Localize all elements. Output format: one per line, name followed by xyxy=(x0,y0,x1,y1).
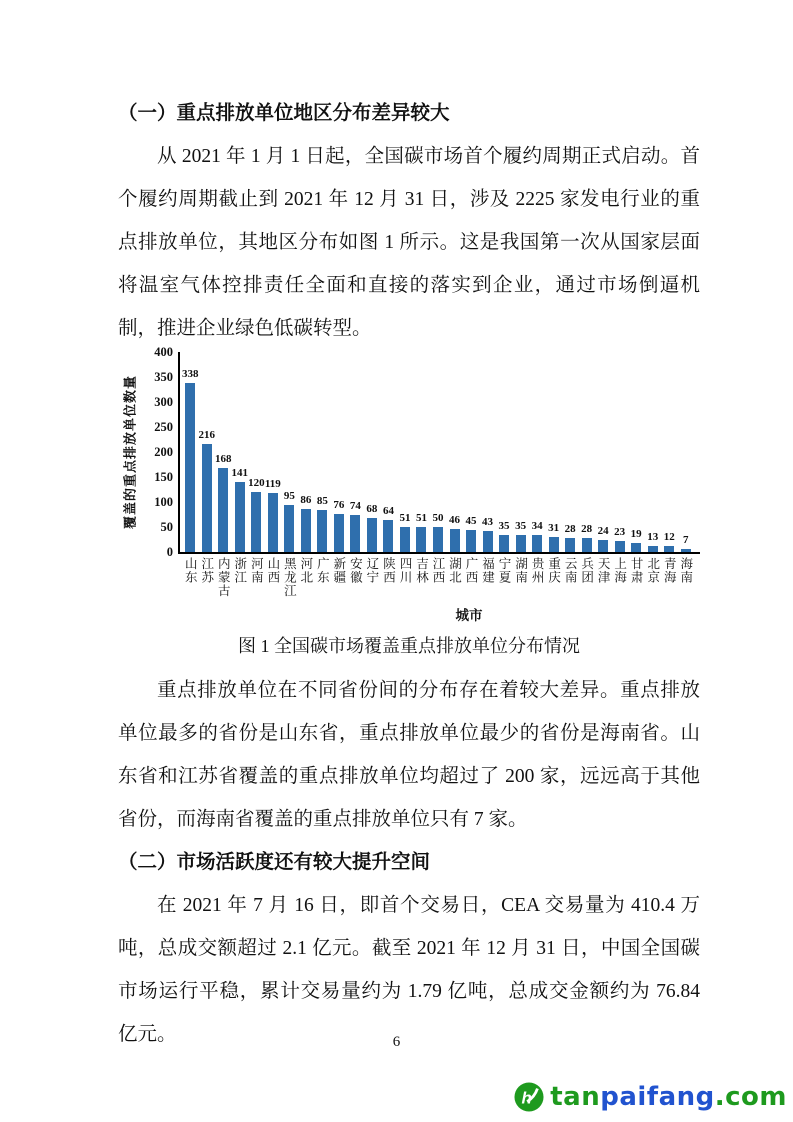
bar-slot xyxy=(611,352,628,552)
chart-bar-内蒙古 xyxy=(218,468,228,552)
bar-value-label: 51 xyxy=(399,511,411,524)
chart-bar-辽宁 xyxy=(367,518,377,552)
bar-value-label: 95 xyxy=(283,489,295,502)
y-axis-ticks xyxy=(140,345,178,559)
chart-bar-山西 xyxy=(268,493,278,553)
bar-value-label: 338 xyxy=(182,368,199,380)
bar-slot xyxy=(496,352,513,552)
x-category-label: 黑龙江 xyxy=(282,557,297,598)
chart-bar-广西 xyxy=(466,530,476,553)
figure-1 xyxy=(118,345,700,659)
svg-text:h: h xyxy=(521,1088,533,1108)
bar-slot xyxy=(644,352,661,552)
bar-slot xyxy=(182,352,199,552)
bar-value-label: 74 xyxy=(349,500,361,512)
y-axis-label: 覆盖的重点排放单位数量 xyxy=(122,374,138,530)
bar-slot xyxy=(628,352,645,552)
chart-bar-兵团 xyxy=(582,538,592,552)
bar-value-label: 46 xyxy=(449,514,460,526)
bar-slot xyxy=(265,352,282,552)
x-category-label: 云南 xyxy=(563,557,578,584)
chart-bar-江西 xyxy=(433,527,443,552)
tanpaifang-logo-icon xyxy=(514,1082,544,1112)
bar-value-label: 7 xyxy=(682,533,689,546)
figure-caption: 图 1 全国碳市场覆盖重点排放单位分布情况 xyxy=(238,636,580,656)
bar-value-label: 51 xyxy=(415,511,427,524)
x-category-label: 浙江 xyxy=(232,557,247,584)
bars-container xyxy=(178,352,700,554)
chart-bar-广东 xyxy=(317,510,327,553)
bar-slot xyxy=(446,352,463,552)
x-category-label: 兵团 xyxy=(579,557,594,584)
bar-value-label: 120 xyxy=(248,477,265,489)
bar-value-label: 64 xyxy=(382,505,394,517)
bar-value-label: 43 xyxy=(482,515,494,528)
bar-value-label: 35 xyxy=(498,519,510,532)
chart-bar-天津 xyxy=(598,540,608,552)
x-category-label: 新疆 xyxy=(331,557,346,584)
chart-bar-湖南 xyxy=(516,535,526,553)
bar-slot xyxy=(545,352,562,552)
figure1-chart xyxy=(118,345,700,625)
paragraph-1: 从 2021 年 1 月 1 日起，全国碳市场首个履约周期正式启动。首个履约周期截止到 2021 年 12 月 31 日，涉及 2225 家发电行业的重点排放单位，其地区分布如图 1 所示。这是我国第一次从国家层面将温室气体控排责任全面和直接的落实到企业，通过市场倒逼机制，推进企业绿色低碳转型。 xyxy=(118,146,700,339)
chart-bar-陕西 xyxy=(383,520,393,552)
x-category-label: 广西 xyxy=(464,557,479,584)
chart-bar-福建 xyxy=(483,531,493,553)
bar-slot xyxy=(314,352,331,552)
x-category-label: 陕西 xyxy=(381,557,396,584)
chart-bar-重庆 xyxy=(549,537,559,553)
page-number: 6 xyxy=(392,1034,401,1050)
bar-slot xyxy=(281,352,298,552)
bar-slot xyxy=(413,352,430,552)
x-category-label: 四川 xyxy=(397,557,412,584)
plot-area xyxy=(178,352,700,625)
bar-value-label: 76 xyxy=(333,499,345,511)
paragraph-3: 在 2021 年 7 月 16 日，即首个交易日，CEA 交易量为 410.4 万吨，总成交额超过 2.1 亿元。截至 2021 年 12 月 31 日，中国全国碳市场运行平稳，累计交易量约为 1.79 亿吨，总成交金额约为 76.84 亿元。 xyxy=(118,895,700,1045)
x-category-label: 广东 xyxy=(315,557,330,584)
bar-value-label: 119 xyxy=(264,477,281,490)
bar-value-label: 216 xyxy=(198,429,216,441)
x-category-label: 北京 xyxy=(645,557,660,584)
logo-text-com: .com xyxy=(714,1082,787,1112)
x-category-label: 江西 xyxy=(430,557,445,584)
chart-bar-贵州 xyxy=(532,535,542,552)
bar-value-label: 12 xyxy=(663,531,675,543)
x-category-label: 湖南 xyxy=(513,557,528,584)
x-category-label: 河北 xyxy=(298,557,313,584)
chart-bar-黑龙江 xyxy=(284,505,294,553)
bar-value-label: 85 xyxy=(316,494,328,507)
x-category-label: 上海 xyxy=(612,557,627,584)
x-category-label: 山西 xyxy=(265,557,280,584)
chart-bar-安徽 xyxy=(350,515,360,552)
bar-slot xyxy=(364,352,381,552)
y-tick-label: 300 xyxy=(154,395,173,409)
bar-slot xyxy=(232,352,249,552)
bar-slot xyxy=(562,352,579,552)
tanpaifang-logo[interactable] xyxy=(514,1081,787,1113)
logo-text xyxy=(550,1081,787,1113)
chart-bar-上海 xyxy=(615,541,625,553)
section-heading-1: （一）重点排放单位地区分布差异较大 xyxy=(118,103,450,124)
chart-bar-河南 xyxy=(251,492,261,552)
x-category-label: 海南 xyxy=(678,557,693,584)
bar-slot xyxy=(215,352,232,552)
x-category-label: 内蒙古 xyxy=(216,557,231,598)
x-category-label: 青海 xyxy=(662,557,677,584)
x-category-label: 江苏 xyxy=(199,557,214,584)
x-axis-label: 城市 xyxy=(455,608,483,623)
bar-value-label: 23 xyxy=(614,525,626,538)
x-category-label: 河南 xyxy=(249,557,264,584)
bar-value-label: 45 xyxy=(465,514,477,527)
x-category-label: 福建 xyxy=(480,557,495,584)
x-category-label: 辽宁 xyxy=(364,557,379,584)
logo-text-paifang: paifang xyxy=(600,1082,715,1112)
y-tick-label: 250 xyxy=(154,420,173,434)
bar-value-label: 19 xyxy=(630,527,642,540)
bar-value-label: 50 xyxy=(432,512,444,524)
y-tick-label: 100 xyxy=(154,495,173,509)
x-category-label: 甘肃 xyxy=(629,557,644,584)
x-category-label: 贵州 xyxy=(530,557,545,584)
bar-value-label: 13 xyxy=(647,530,659,543)
bar-slot xyxy=(298,352,315,552)
y-tick-label: 150 xyxy=(154,470,173,484)
chart-bar-北京 xyxy=(648,546,658,553)
bar-slot xyxy=(248,352,265,552)
bar-slot xyxy=(199,352,216,552)
chart-bar-海南 xyxy=(681,549,691,553)
bar-value-label: 24 xyxy=(597,525,609,537)
bar-value-label: 35 xyxy=(515,519,527,532)
chart-bar-青海 xyxy=(664,546,674,552)
chart-bar-湖北 xyxy=(450,529,460,552)
bar-slot xyxy=(529,352,546,552)
bar-value-label: 168 xyxy=(215,453,232,465)
x-category-label: 湖北 xyxy=(447,557,462,584)
y-tick-label: 200 xyxy=(154,445,173,459)
chart-bar-宁夏 xyxy=(499,535,509,553)
chart-bar-山东 xyxy=(185,383,195,552)
x-category-label: 安徽 xyxy=(348,557,363,584)
y-tick-label: 400 xyxy=(154,345,173,359)
chart-bar-甘肃 xyxy=(631,543,641,553)
bar-value-label: 86 xyxy=(300,494,312,506)
chart-bar-江苏 xyxy=(202,444,212,552)
bar-value-label: 34 xyxy=(531,520,543,532)
chart-bar-四川 xyxy=(400,527,410,553)
bar-value-label: 28 xyxy=(581,523,593,535)
chart-bar-新疆 xyxy=(334,514,344,552)
y-axis-label-column xyxy=(118,352,140,552)
x-category-label: 吉林 xyxy=(414,557,429,584)
bar-slot xyxy=(397,352,414,552)
x-category-label: 天津 xyxy=(596,557,611,584)
bar-value-label: 31 xyxy=(548,521,560,534)
bar-value-label: 28 xyxy=(564,523,576,535)
bar-slot xyxy=(463,352,480,552)
chart-bar-河北 xyxy=(301,509,311,552)
y-tick-label: 0 xyxy=(166,545,173,559)
bar-slot xyxy=(595,352,612,552)
chart-bar-浙江 xyxy=(235,482,245,553)
x-category-label: 山东 xyxy=(183,557,198,584)
logo-text-tan: tan xyxy=(550,1082,601,1112)
chart-bar-吉林 xyxy=(416,527,426,553)
bar-slot xyxy=(430,352,447,552)
chart-bar-云南 xyxy=(565,538,575,552)
bar-value-label: 141 xyxy=(231,466,249,479)
x-category-labels xyxy=(182,557,694,605)
bar-slot xyxy=(479,352,496,552)
paragraph-2: 重点排放单位在不同省份间的分布存在着较大差异。重点排放单位最多的省份是山东省，重点排放单位最少的省份是海南省。山东省和江苏省覆盖的重点排放单位均超过了 200 家，远远高于其他省份，而海南省覆盖的重点排放单位只有 7 家。 xyxy=(118,680,700,830)
bar-slot xyxy=(347,352,364,552)
bar-slot xyxy=(677,352,694,552)
bar-slot xyxy=(578,352,595,552)
bar-slot xyxy=(661,352,678,552)
y-tick-label: 50 xyxy=(160,520,173,534)
y-tick-label: 350 xyxy=(154,370,173,384)
section-heading-2: （二）市场活跃度还有较大提升空间 xyxy=(118,852,431,873)
bar-slot xyxy=(380,352,397,552)
bar-slot xyxy=(331,352,348,552)
bar-value-label: 68 xyxy=(366,503,378,515)
x-category-label: 宁夏 xyxy=(497,557,512,584)
bar-slot xyxy=(512,352,529,552)
x-category-label: 重庆 xyxy=(546,557,561,584)
